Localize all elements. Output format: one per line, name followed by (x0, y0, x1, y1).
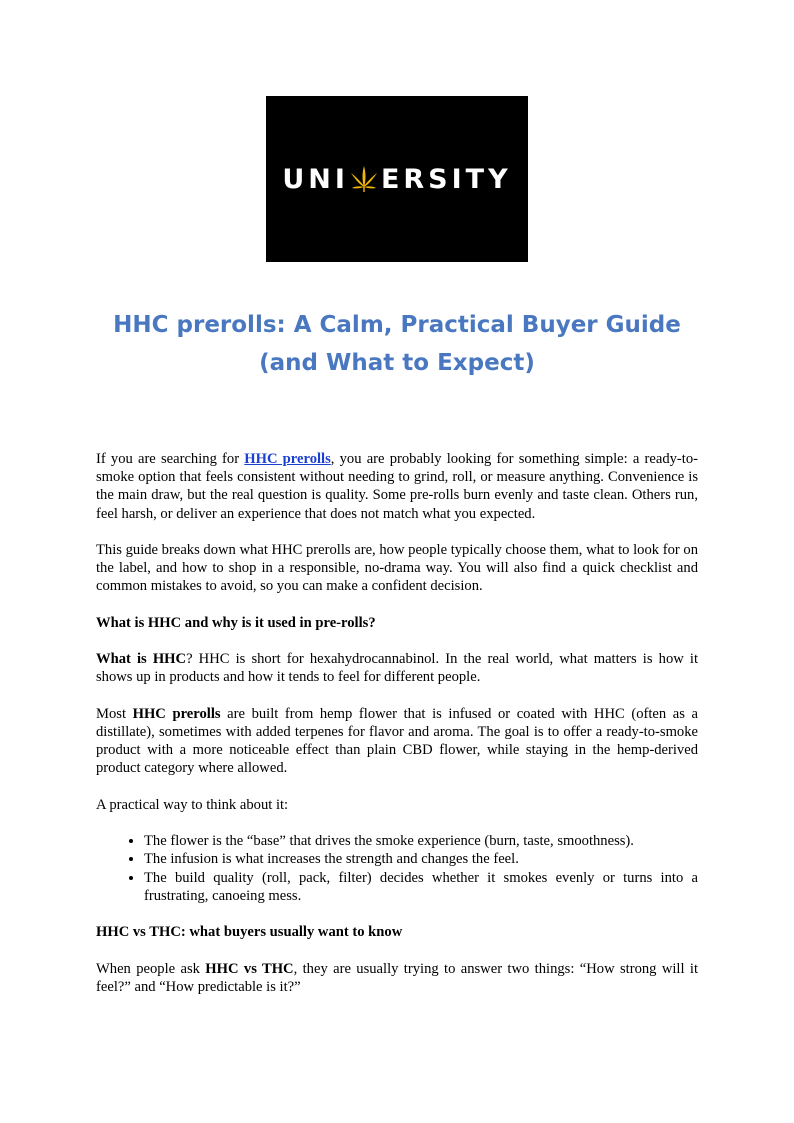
document-body (96, 450, 698, 1014)
hhc-vs-thc-before: When people ask (96, 960, 206, 977)
practical-bullet-list (96, 832, 698, 905)
intro-paragraph (96, 450, 698, 523)
section-heading-what-is-hhc: What is HHC and why is it used in pre-rolls? (96, 614, 376, 631)
what-is-hhc-text: ? HHC is short for hexahydrocannabinol. In the real world, what matters is how it shows up in products and how it tends to feel for different people. (96, 651, 698, 686)
hhc-prerolls-link[interactable]: HHC prerolls (244, 451, 331, 467)
logo-text-left: UNI (282, 163, 349, 195)
university-logo (266, 96, 528, 262)
guide-overview-paragraph: This guide breaks down what HHC prerolls are, how people typically choose them, what to look for on the label, and how to shop in a responsible, no-drama way. You will also find a quick checklist and common mistakes to avoid, so you can make a confident decision. (96, 542, 698, 595)
hhc-vs-thc-bold: HHC vs THC (205, 960, 294, 977)
section-heading-hhc-vs-thc: HHC vs THC: what buyers usually want to know (96, 924, 403, 941)
cannabis-leaf-icon (349, 164, 379, 194)
practical-way-paragraph: A practical way to think about it: (96, 796, 289, 813)
document-title: HHC prerolls: A Calm, Practical Buyer Guide (and What to Expect) (113, 312, 681, 376)
intro-before-link: If you are searching for (96, 451, 245, 467)
prerolls-build-paragraph (96, 705, 698, 778)
what-is-hhc-bold: What is HHC (96, 651, 187, 668)
intro-after-link: , you are probably looking for something simple: a ready-to-smoke option that feels consistent without needing to grind, roll, or measure anything. Convenience is the main draw, but the real question is quality. Some pre-rolls burn evenly and taste clean. Others run, feel harsh, or deliver an experience that does not match what you expected. (96, 451, 698, 522)
prerolls-build-bold: HHC prerolls (132, 705, 221, 722)
hhc-vs-thc-paragraph (96, 960, 698, 996)
prerolls-build-text: are built from hemp flower that is infused or coated with HHC (often as a distillate), sometimes with added terpenes for flavor and aroma. The goal is to offer a ready-to-smoke product with a more noticeable effect than plain CBD flower, while staying in the hemp-derived product category where allowed. (96, 705, 699, 777)
what-is-hhc-paragraph (96, 650, 698, 686)
list-item: • The infusion is what increases the strength and changes the feel. (144, 850, 698, 868)
prerolls-build-before: Most (96, 705, 133, 722)
list-item: • The build quality (roll, pack, filter) decides whether it smokes evenly or turns into a frustrating, canoeing mess. (144, 869, 698, 905)
hhc-vs-thc-text: , they are usually trying to answer two things: “How strong will it feel?” and “How predictable is it?” (96, 960, 698, 995)
list-item: • The flower is the “base” that drives the smoke experience (burn, taste, smoothness). (144, 832, 698, 850)
logo-text-right: ERSITY (380, 163, 512, 195)
logo-wordmark (282, 164, 511, 194)
